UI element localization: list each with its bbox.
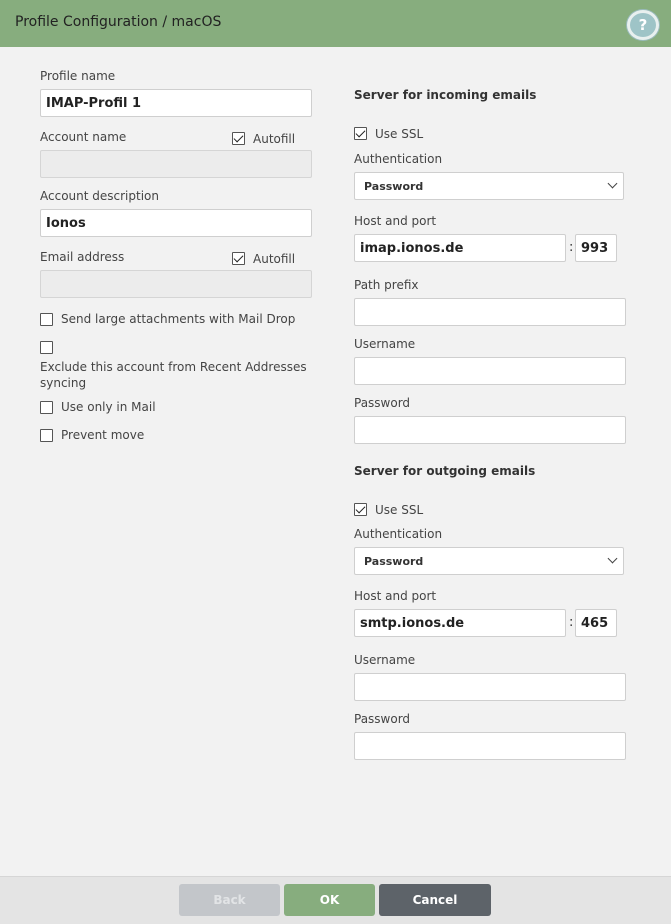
exclude-recent-label-line1: Exclude this account from Recent Addresses <box>40 360 307 374</box>
outgoing-auth-value: Password <box>364 555 424 568</box>
checkmark-icon <box>234 133 244 143</box>
port-separator: : <box>569 615 574 630</box>
dialog-title: Profile Configuration / macOS <box>15 14 222 30</box>
account-autofill-label: Autofill <box>253 132 296 146</box>
prevent-move-checkbox[interactable] <box>40 429 53 442</box>
checkmark-icon <box>234 253 244 263</box>
incoming-port-input[interactable]: 993 <box>575 234 617 262</box>
incoming-section-title: Server for incoming emails <box>354 88 537 102</box>
incoming-host-input[interactable]: imap.ionos.de <box>354 234 566 262</box>
outgoing-password-input[interactable] <box>354 732 626 760</box>
outgoing-username-label: Username <box>354 653 416 667</box>
outgoing-port-input[interactable]: 465 <box>575 609 617 637</box>
path-prefix-input[interactable] <box>354 298 626 326</box>
cancel-button[interactable]: Cancel <box>379 884 491 916</box>
incoming-ssl-label: Use SSL <box>375 127 424 141</box>
incoming-auth-label: Authentication <box>354 152 443 166</box>
incoming-auth-value: Password <box>364 180 424 193</box>
incoming-ssl-checkbox[interactable] <box>354 127 367 140</box>
account-name-label: Account name <box>40 130 127 144</box>
help-icon[interactable]: ? <box>627 10 659 40</box>
outgoing-auth-label: Authentication <box>354 527 443 541</box>
account-autofill-checkbox[interactable] <box>232 132 245 145</box>
outgoing-section-title: Server for outgoing emails <box>354 464 536 478</box>
email-autofill-checkbox[interactable] <box>232 252 245 265</box>
incoming-auth-select[interactable] <box>354 172 624 200</box>
port-separator: : <box>569 240 574 255</box>
mail-drop-checkbox[interactable] <box>40 313 53 326</box>
incoming-password-input[interactable] <box>354 416 626 444</box>
exclude-recent-label-line2: syncing <box>40 376 87 390</box>
checkmark-icon <box>356 504 366 514</box>
chevron-down-icon <box>608 554 618 564</box>
chevron-down-icon <box>608 179 618 189</box>
outgoing-host-label: Host and port <box>354 589 437 603</box>
only-mail-checkbox[interactable] <box>40 401 53 414</box>
incoming-username-label: Username <box>354 337 416 351</box>
outgoing-username-input[interactable] <box>354 673 626 701</box>
outgoing-host-input[interactable]: smtp.ionos.de <box>354 609 566 637</box>
incoming-username-input[interactable] <box>354 357 626 385</box>
outgoing-ssl-checkbox[interactable] <box>354 503 367 516</box>
incoming-host-label: Host and port <box>354 214 437 228</box>
email-autofill-label: Autofill <box>253 252 296 266</box>
outgoing-ssl-label: Use SSL <box>375 503 424 517</box>
dialog-header <box>0 0 671 47</box>
mail-drop-label: Send large attachments with Mail Drop <box>61 312 296 326</box>
email-address-label: Email address <box>40 250 125 264</box>
prevent-move-label: Prevent move <box>61 428 145 442</box>
only-mail-label: Use only in Mail <box>61 400 156 414</box>
back-button[interactable]: Back <box>179 884 280 916</box>
account-description-label: Account description <box>40 189 159 203</box>
outgoing-password-label: Password <box>354 712 411 726</box>
profile-name-input[interactable]: IMAP-Profil 1 <box>40 89 312 117</box>
outgoing-auth-select[interactable] <box>354 547 624 575</box>
profile-name-label: Profile name <box>40 69 116 83</box>
ok-button[interactable]: OK <box>284 884 375 916</box>
email-address-input[interactable] <box>40 270 312 298</box>
checkmark-icon <box>356 128 366 138</box>
exclude-recent-checkbox[interactable] <box>40 341 53 354</box>
account-description-input[interactable]: Ionos <box>40 209 312 237</box>
account-name-input[interactable] <box>40 150 312 178</box>
path-prefix-label: Path prefix <box>354 278 419 292</box>
incoming-password-label: Password <box>354 396 411 410</box>
